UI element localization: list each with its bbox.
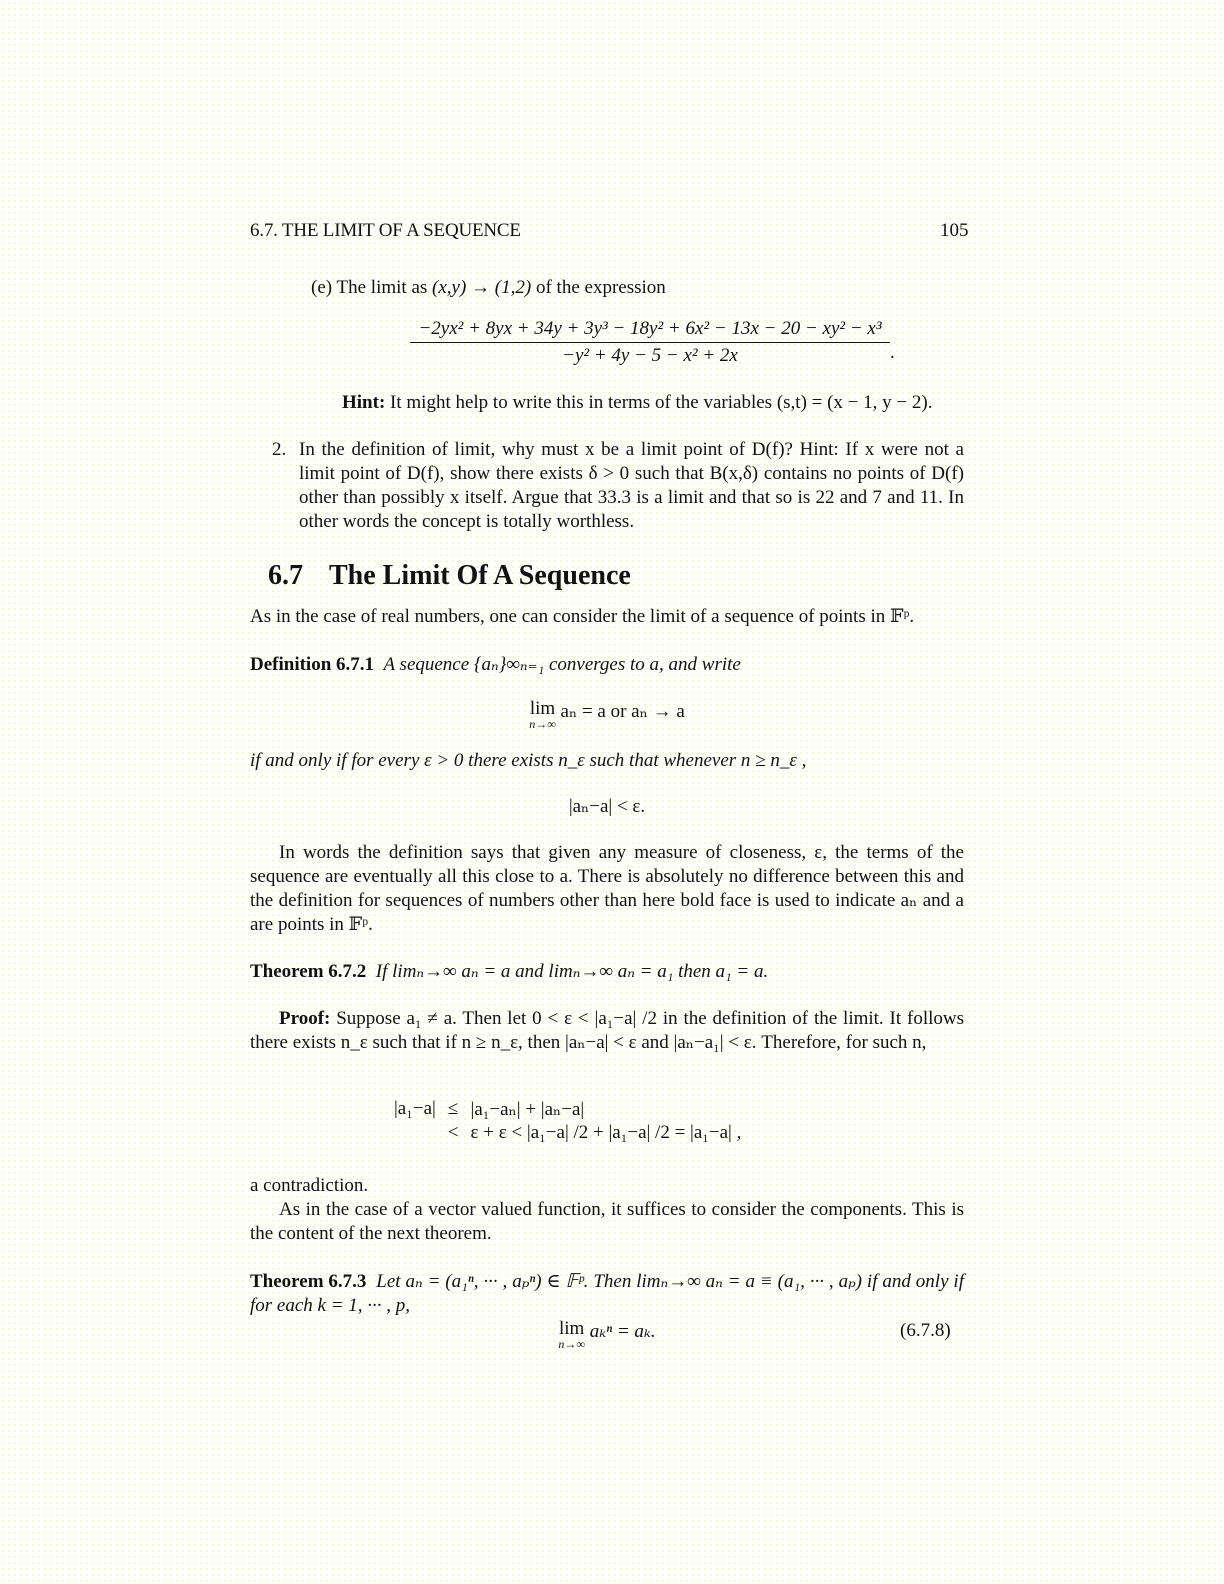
- proof-label: Proof:: [279, 1008, 331, 1029]
- exercise-2: [272, 438, 964, 534]
- equation-row: |a₁−a| ≤ |a₁−aₙ| + |aₙ−a|: [394, 1098, 585, 1120]
- theorem-6-7-3: [250, 1270, 964, 1318]
- fraction-expression: [410, 318, 890, 367]
- proof-text: Suppose a₁ ≠ a. Then let 0 < ε < |a₁−a| /2 in the definition of the limit. It follows there exists n_ε such that if n ≥ n_ε, then |aₙ−a| < ε and |aₙ−a₁| < ε. Therefore, for such n,: [250, 1008, 965, 1053]
- fraction-numerator: −2yx² + 8yx + 34y + 3y³ − 18y² + 6x² − 13x − 20 − xy² − x³: [410, 318, 890, 343]
- definition-condition: if and only if for every ε > 0 there exists n_ε such that whenever n ≥ n_ε ,: [250, 750, 807, 771]
- definition-display: lim n→∞ aₙ = a or aₙ → a: [529, 698, 685, 731]
- theorem-statement: Let aₙ = (a₁ⁿ, ··· , aₚⁿ) ∈ 𝔽ᵖ. Then limₙ→∞ aₙ = a ≡ (a₁, ··· , aₚ) if and only if for each k = 1, ··· , p,: [250, 1271, 964, 1316]
- lim-operator: lim n→∞: [529, 698, 556, 731]
- section-intro: As in the case of real numbers, one can consider the limit of a sequence of points in 𝔽ᵖ.: [250, 606, 915, 627]
- components-paragraph: As in the case of a vector valued function, it suffices to consider the components. This is the content of the next theorem.: [250, 1199, 964, 1244]
- proof-conclusion: a contradiction.: [250, 1175, 369, 1196]
- definition-label: Definition 6.7.1: [250, 654, 375, 675]
- equation-number: (6.7.8): [900, 1320, 951, 1341]
- theorem-display: lim n→∞ aₖⁿ = aₖ.: [558, 1318, 656, 1351]
- theorem-label: Theorem 6.7.3: [250, 1271, 367, 1292]
- definition-inequality: |aₙ−a| < ε.: [568, 796, 646, 817]
- proof-paragraph: [250, 1007, 964, 1055]
- section-title: The Limit Of A Sequence: [329, 560, 631, 591]
- exercise-e-hint: [342, 391, 932, 415]
- theorem-label: Theorem 6.7.2: [250, 961, 367, 982]
- running-header-title: 6.7. THE LIMIT OF A SEQUENCE: [250, 220, 521, 241]
- fraction-denominator: −y² + 4y − 5 − x² + 2x: [562, 345, 738, 366]
- hint-text: It might help to write this in terms of the variables (s,t) = (x − 1, y − 2).: [390, 392, 933, 413]
- section-heading: [268, 560, 631, 592]
- exercise-e-label: (e): [311, 277, 333, 298]
- definition-statement: A sequence {aₙ}∞ₙ₌₁ converges to a, and write: [383, 654, 741, 675]
- page-number: 105: [940, 220, 969, 241]
- exercise-2-text: In the definition of limit, why must x be a limit point of D(f)? Hint: If x were not a limit point of D(f), show there exists δ > 0 such that B(x,δ) contains no points of D(f) other than possibly x itself. Argue that 33.3 is a limit and that so is 22 and 7 and 11. In other words the concept is totally worthless.: [299, 439, 964, 532]
- hint-label: Hint:: [342, 392, 386, 413]
- proof-equation-array: [388, 1098, 747, 1146]
- exercise-e-intro: (e) The limit as (x,y) → (1,2) of the expression: [311, 277, 666, 298]
- limit-point: (x,y) → (1,2): [432, 277, 532, 298]
- exercise-2-number: 2.: [272, 439, 287, 460]
- equation-row: < ε + ε < |a₁−a| /2 + |a₁−a| /2 = |a₁−a| ,: [447, 1122, 742, 1143]
- lim-operator: lim n→∞: [558, 1318, 585, 1351]
- theorem-statement: If limₙ→∞ aₙ = a and limₙ→∞ aₙ = a₁ then a₁ = a.: [375, 961, 769, 982]
- fraction-period: .: [890, 342, 895, 363]
- section-number: 6.7: [268, 560, 303, 591]
- definition-6-7-1: [250, 653, 964, 677]
- theorem-6-7-2: [250, 960, 964, 984]
- explanation-paragraph: In words the definition says that given any measure of closeness, ε, the terms of the sequence are eventually all this close to a. There is absolutely no difference between this and the definition for sequences of numbers other than here bold face is used to indicate aₙ and a are points in 𝔽ᵖ.: [250, 842, 964, 935]
